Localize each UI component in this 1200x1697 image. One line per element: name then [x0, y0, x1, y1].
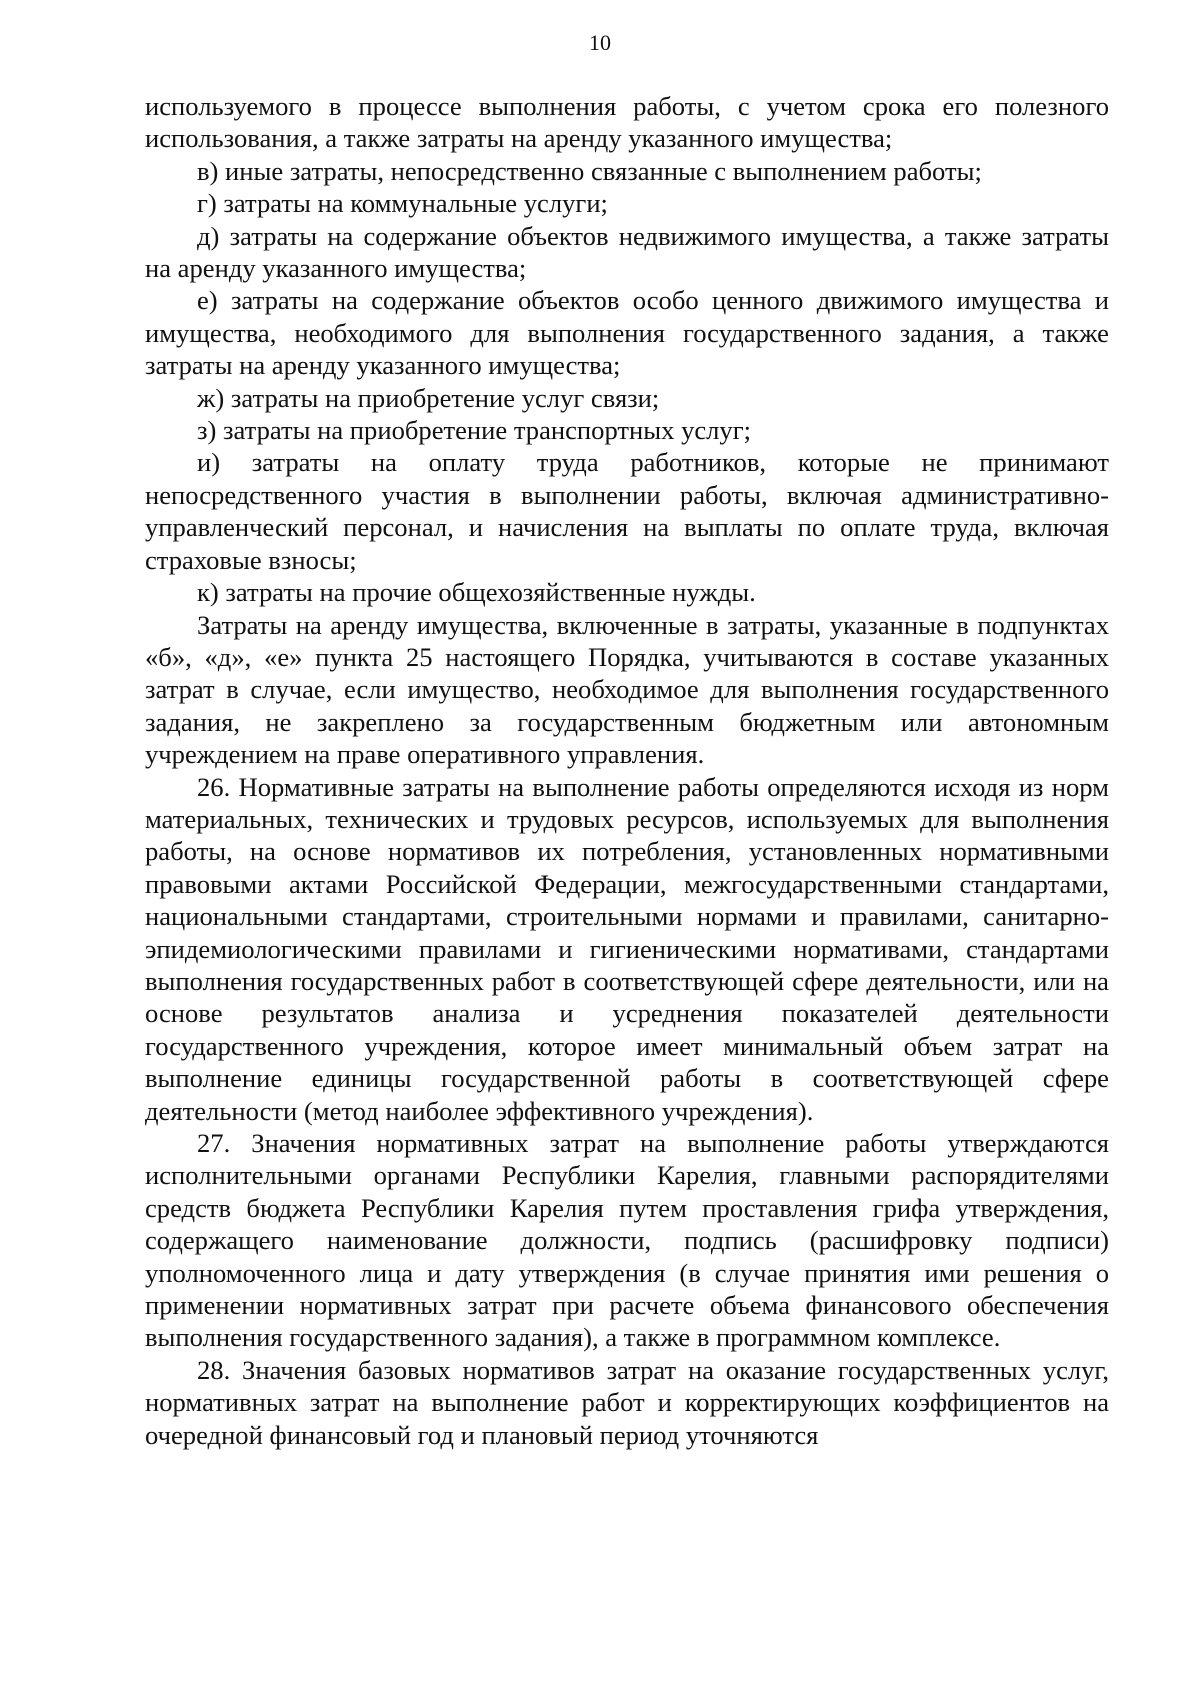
paragraph-rent-costs: Затраты на аренду имущества, включенные в затраты, указанные в подпунктах «б», «д», «е» пункта 25 настоящего Порядка, учитываются в составе указанных затрат в случае, если имущество, необходимое для выполнения государственного задания, не закреплено за государственным бюджетным или автономным учреждением на праве оперативного управления. [145, 609, 1109, 770]
paragraph-item-i: и) затраты на оплату труда работников, которые не принимают непосредственного участия в выполнении работы, включая административно-управленческий персонал, и начисления на выплаты по оплате труда, включая страховые взносы; [145, 447, 1109, 575]
paragraph-continuation: используемого в процессе выполнения работы, с учетом срока его полезного использования, а также затраты на аренду указанного имущества; [145, 91, 1109, 154]
paragraph-clause-26: 26. Нормативные затраты на выполнение работы определяются исходя из норм материальных, технических и трудовых ресурсов, используемых для выполнения работы, на основе нормативов их потребления, установленных нормативными правовыми актами Российской Федерации, межгосударственными стандартами, национальными стандартами, строительными нормами и правилами, санитарно-эпидемиологическими правилами и гигиеническими нормативами, стандартами выполнения государственных работ в соответствующей сфере деятельности, или на основе результатов анализа и усреднения показателей деятельности государственного учреждения, которое имеет минимальный объем затрат на выполнение единицы государственной работы в соответствующей сфере деятельности (метод наиболее эффективного учреждения). [145, 771, 1109, 1126]
document-body [145, 90, 1109, 1451]
paragraph-clause-27: 27. Значения нормативных затрат на выполнение работы утверждаются исполнительными органами Республики Карелия, главными распорядителями средств бюджета Республики Карелия путем проставления грифа утверждения, содержащего наименование должности, подпись (расшифровку подписи) уполномоченного лица и дату утверждения (в случае принятия ими решения о применении нормативных затрат при расчете объема финансового обеспечения выполнения государственного задания), а также в программном комплексе. [145, 1128, 1109, 1353]
paragraph-clause-28: 28. Значения базовых нормативов затрат на оказание государственных услуг, нормативных затрат на выполнение работ и корректирующих коэффициентов на очередной финансовый год и плановый период уточняются [145, 1354, 1109, 1450]
paragraph-item-e: е) затраты на содержание объектов особо ценного движимого имущества и имущества, необходимого для выполнения государственного задания, а также затраты на аренду указанного имущества; [145, 285, 1109, 381]
paragraph-item-z: з) затраты на приобретение транспортных услуг; [197, 415, 752, 446]
paragraph-item-k: к) затраты на прочие общехозяйственные нужды. [197, 577, 756, 608]
page-number: 10 [589, 30, 611, 55]
paragraph-item-g: г) затраты на коммунальные услуги; [197, 188, 608, 219]
paragraph-item-v: в) иные затраты, непосредственно связанные с выполнением работы; [197, 155, 982, 186]
paragraph-item-zh: ж) затраты на приобретение услуг связи; [197, 382, 660, 413]
paragraph-item-d: д) затраты на содержание объектов недвижимого имущества, а также затраты на аренду указанного имущества; [145, 220, 1109, 284]
